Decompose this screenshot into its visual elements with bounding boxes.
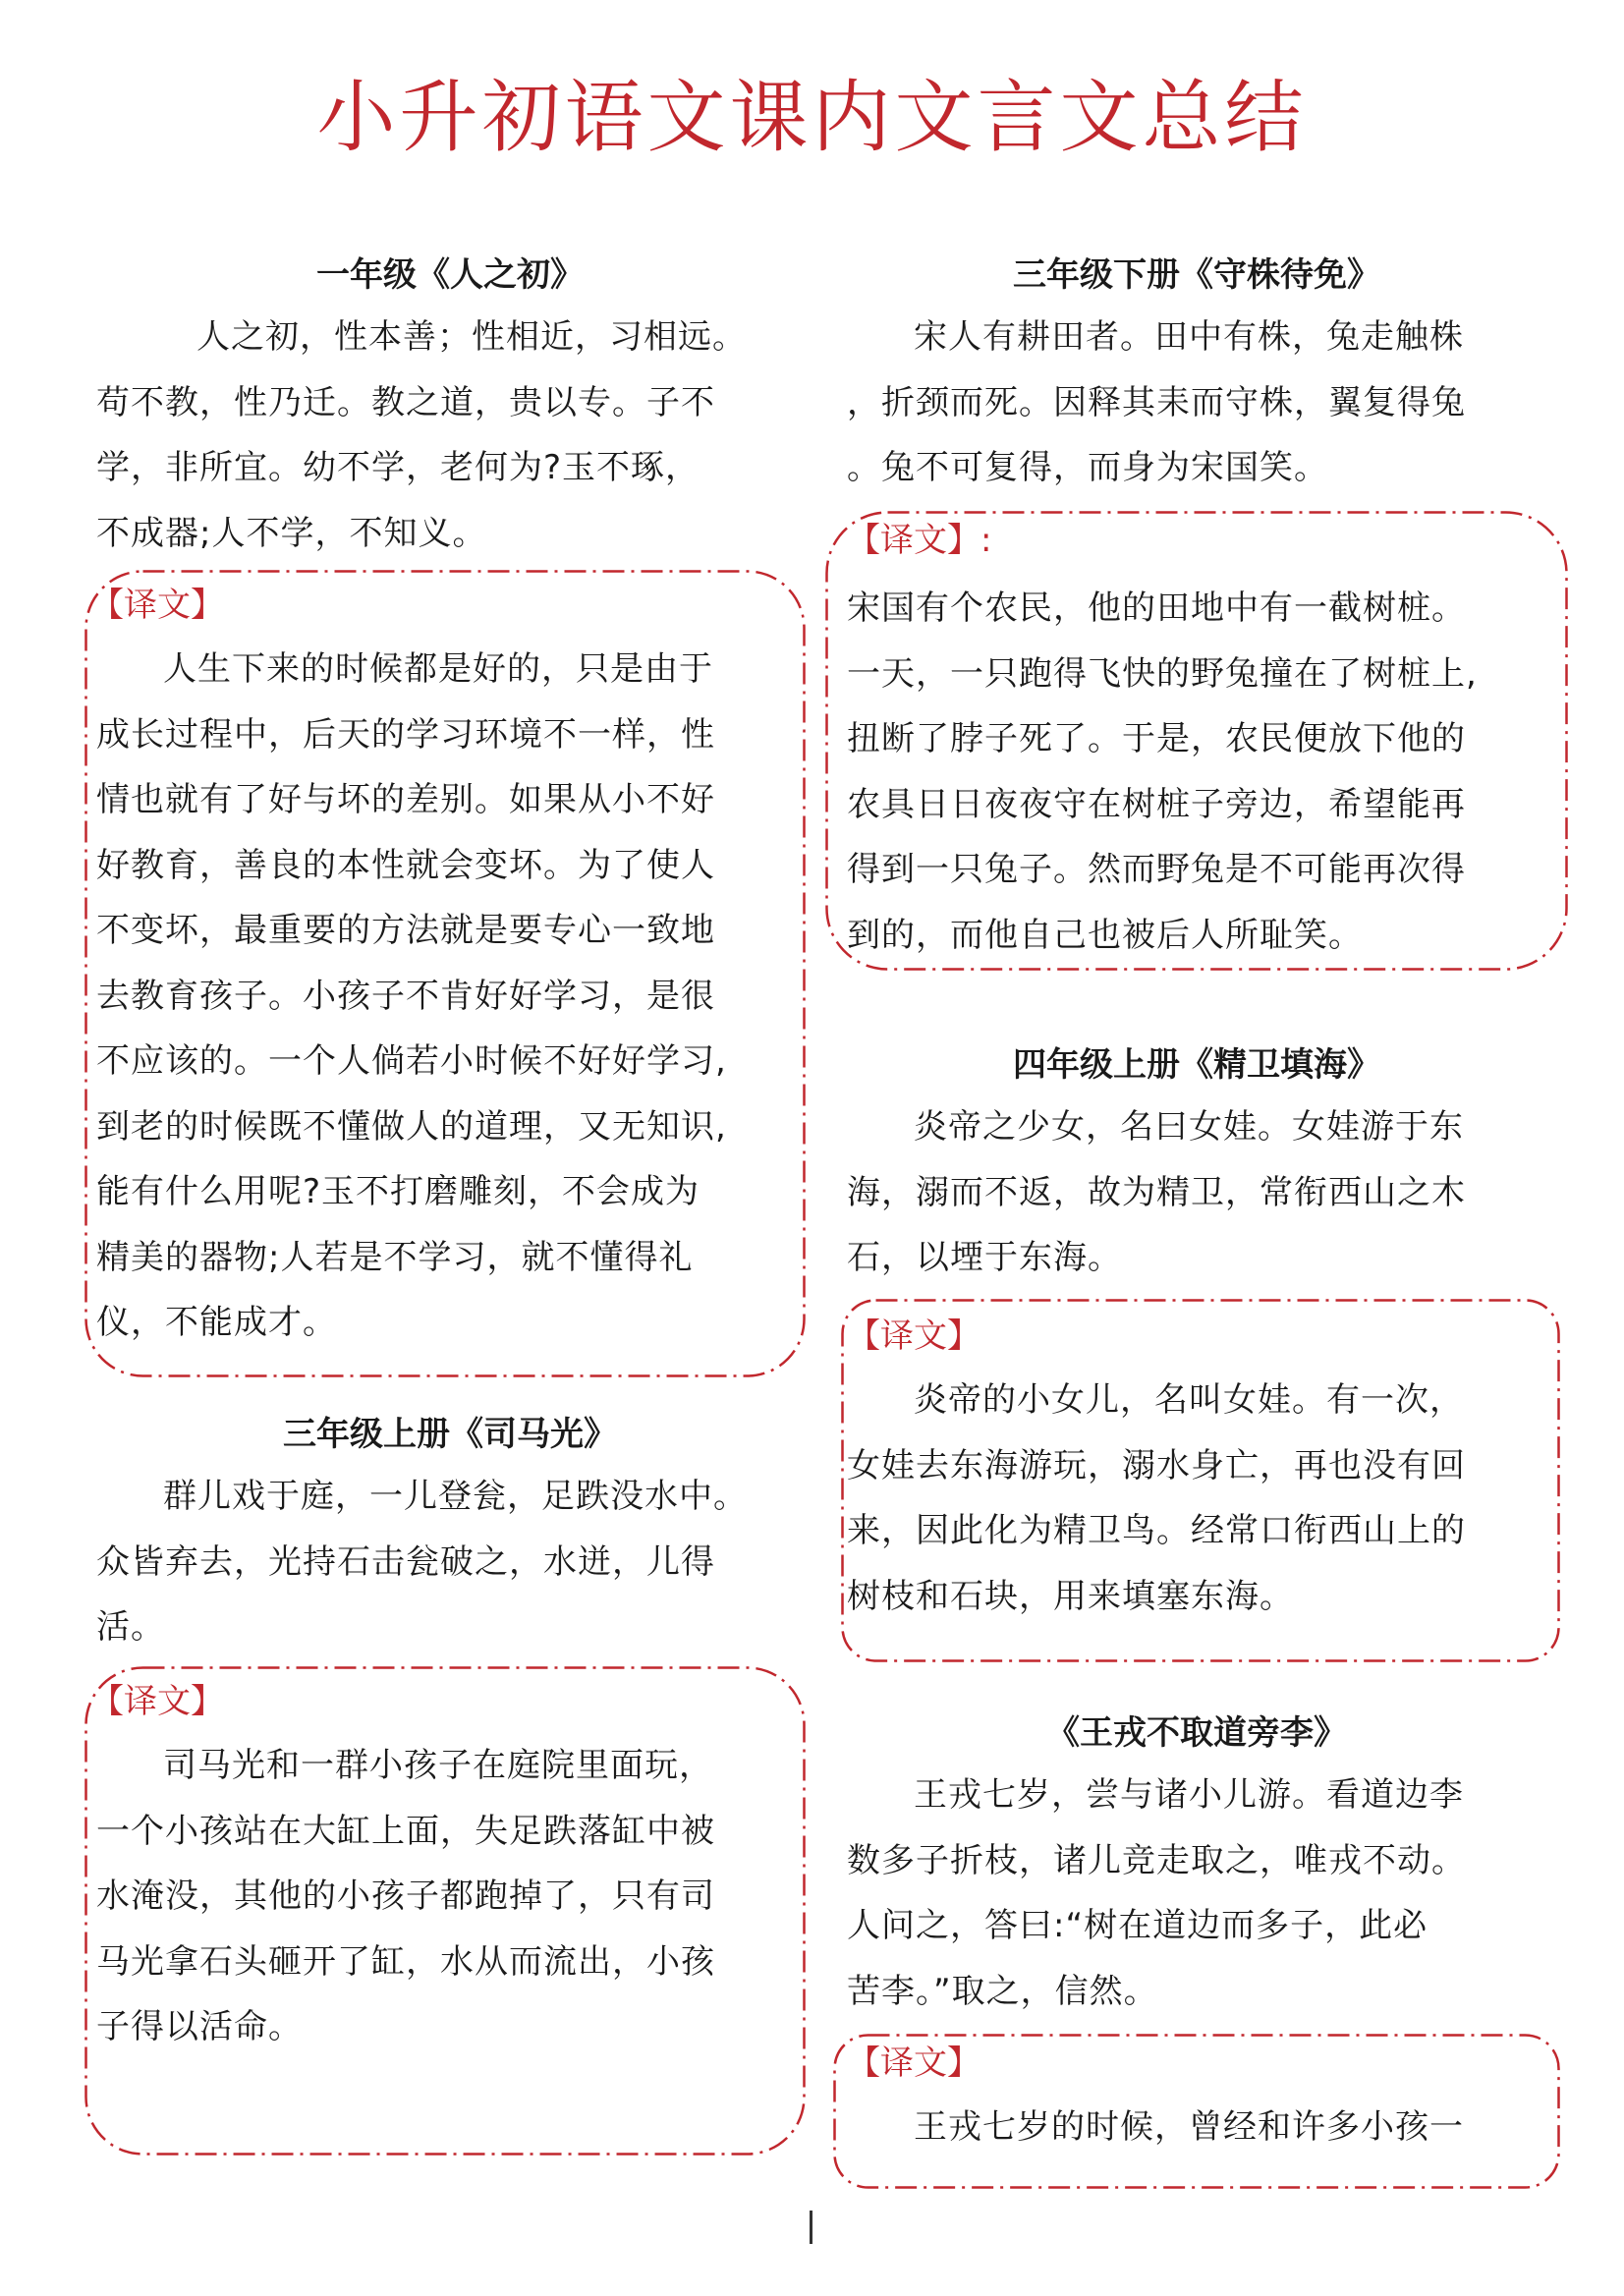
text-line: 不成器;人不学，不知义。	[96, 513, 487, 553]
section-original-simaguang	[96, 1464, 804, 1660]
section-translation-renzhichu	[96, 637, 804, 1356]
text-line: 一个小孩站在大缸上面，失足跌落缸中被	[96, 1811, 715, 1851]
section-heading-wangrong: 《王戎不取道旁李》	[1046, 1713, 1347, 1753]
text-line: ，折颈而死。因释其耒而守株，翼复得兔	[847, 382, 1466, 422]
text-line: 女娃去东海游玩，溺水身亡，再也没有回	[847, 1445, 1466, 1485]
text-line: 石，以堙于东海。	[847, 1238, 1122, 1277]
text-line: 好教育，善良的本性就会变坏。为了使人	[96, 845, 715, 885]
section-translation-jingweitianhai	[847, 1368, 1546, 1629]
translation-label: 【译文】:	[847, 521, 992, 560]
text-line: 宋人有耕田者。田中有株，兔走触株	[914, 317, 1464, 357]
text-line: 人问之，答曰:“树在道边而多子，此必	[847, 1906, 1428, 1945]
text-line: 精美的器物;人若是不学习，就不懂得礼	[96, 1237, 694, 1277]
text-line: 马光拿石头砸开了缸，水从而流出，小孩	[96, 1941, 715, 1982]
text-line: 能有什么用呢?玉不打磨雕刻，不会成为	[96, 1172, 700, 1211]
text-line: 众皆弃去，光持石击瓮破之，水迸，儿得	[96, 1541, 715, 1582]
section-heading-jingweitianhai: 四年级上册《精卫填海》	[1013, 1045, 1380, 1085]
section-translation-shouzhudaitu	[847, 576, 1550, 968]
text-line: 子得以活命。	[96, 2007, 303, 2046]
text-line: 树枝和石块，用来填塞东海。	[847, 1576, 1294, 1616]
text-line: 宋国有个农民，他的田地中有一截树桩。	[847, 588, 1466, 628]
text-line: 苟不教，性乃迁。教之道，贵以专。子不	[96, 382, 715, 422]
text-line: 炎帝的小女儿，名叫女娃。有一次，	[914, 1380, 1464, 1420]
text-line: 王戎七岁，尝与诸小儿游。看道边李	[914, 1775, 1464, 1815]
section-original-shouzhudaitu	[847, 305, 1546, 501]
text-line: 人之初，性本善；性相近，习相远。	[196, 317, 747, 357]
section-original-wangrong	[847, 1763, 1546, 2024]
text-line: 水淹没，其他的小孩子都跑掉了，只有司	[96, 1876, 715, 1916]
page-marker	[810, 2211, 812, 2244]
text-line: 到老的时候既不懂做人的道理，又无知识,	[96, 1106, 727, 1147]
text-line: 人生下来的时候都是好的，只是由于	[163, 649, 713, 689]
translation-label: 【译文】	[90, 586, 224, 625]
text-line: 海，溺而不返，故为精卫，常衔西山之木	[847, 1172, 1466, 1212]
text-line: 农具日日夜夜守在树桩子旁边，希望能再	[847, 784, 1466, 824]
text-line: 不变坏，最重要的方法就是要专心一致地	[96, 911, 715, 950]
text-line: 。兔不可复得，而身为宋国笑。	[847, 448, 1328, 487]
text-line: 王戎七岁的时候，曾经和许多小孩一	[914, 2107, 1464, 2147]
text-line: 情也就有了好与坏的差别。如果从小不好	[96, 780, 715, 819]
text-line: 扭断了脖子死了。于是，农民便放下他的	[847, 719, 1466, 758]
text-line: 一天，一只跑得飞快的野兔撞在了树桩上,	[847, 653, 1478, 694]
text-line: 去教育孩子。小孩子不肯好好学习，是很	[96, 976, 715, 1016]
section-heading-renzhichu: 一年级《人之初》	[316, 255, 584, 295]
section-translation-wangrong	[847, 2095, 1546, 2160]
text-line: 仪，不能成才。	[96, 1303, 337, 1342]
text-line: 数多子折枝，诸儿竞走取之，唯戎不动。	[847, 1840, 1466, 1880]
text-line: 成长过程中，后天的学习环境不一样，性	[96, 714, 715, 755]
text-line: 活。	[96, 1607, 165, 1647]
text-line: 苦李。”取之，信然。	[847, 1971, 1158, 2011]
section-heading-shouzhudaitu: 三年级下册《守株待免》	[1013, 255, 1380, 295]
text-line: 来，因此化为精卫鸟。经常口衔西山上的	[847, 1511, 1466, 1550]
section-heading-simaguang: 三年级上册《司马光》	[283, 1415, 617, 1454]
text-line: 炎帝之少女，名曰女娃。女娃游于东	[914, 1107, 1464, 1147]
translation-label: 【译文】	[847, 2044, 980, 2083]
text-line: 到的，而他自己也被后人所耻笑。	[847, 915, 1363, 955]
page-title: 小升初语文课内文言文总结	[316, 72, 1308, 163]
text-line: 司马光和一群小孩子在庭院里面玩，	[163, 1746, 713, 1785]
section-original-jingweitianhai	[847, 1094, 1546, 1291]
section-translation-simaguang	[96, 1733, 804, 2060]
text-line: 不应该的。一个人倘若小时候不好好学习,	[96, 1041, 727, 1081]
text-line: 学，非所宜。幼不学，老何为?玉不琢，	[96, 448, 700, 487]
section-original-renzhichu	[96, 305, 804, 566]
text-line: 得到一只兔子。然而野兔是不可能再次得	[847, 850, 1466, 889]
translation-label: 【译文】	[90, 1682, 224, 1721]
text-line: 群儿戏于庭，一儿登瓮，足跌没水中。	[163, 1477, 748, 1516]
translation-label: 【译文】	[847, 1316, 980, 1356]
